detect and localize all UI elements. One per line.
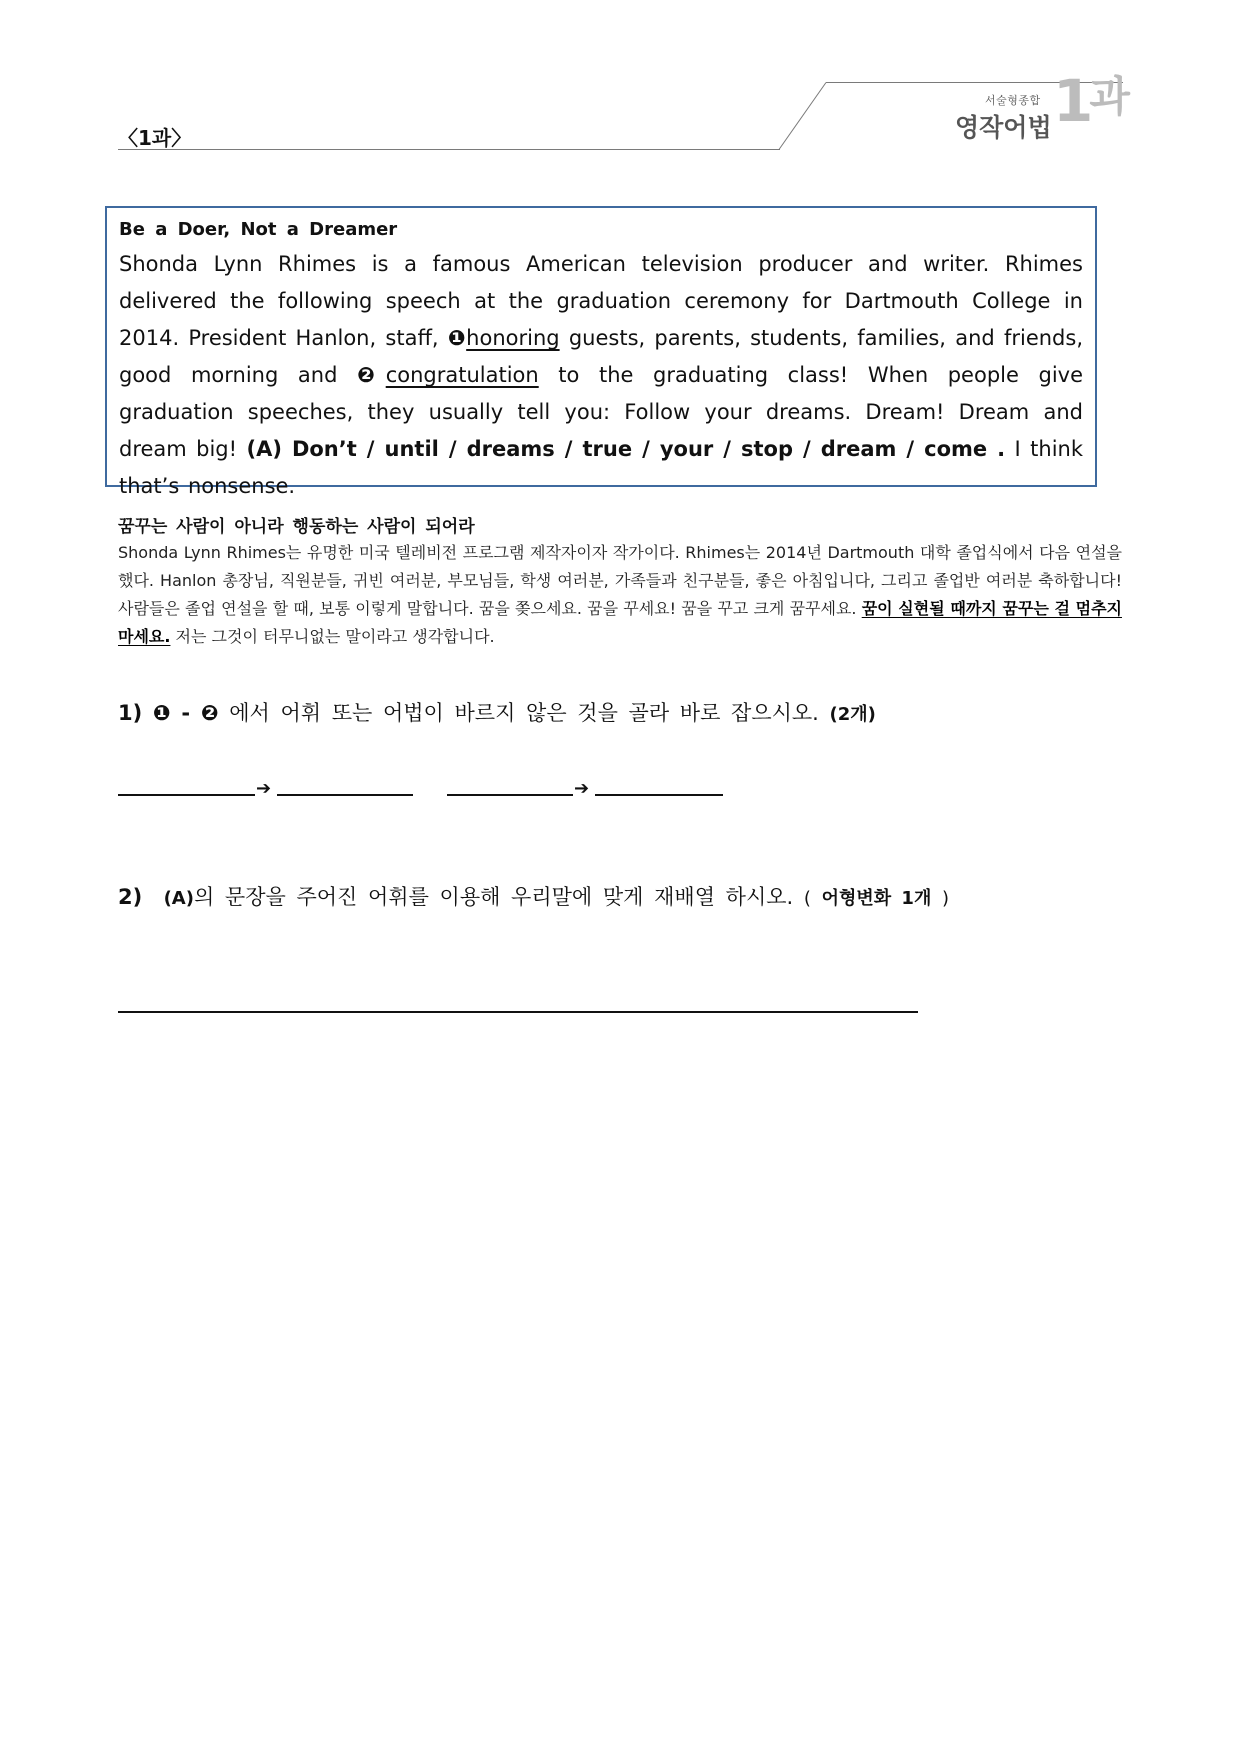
passage-text: guests, parents, students, families, and friends, good morning and xyxy=(119,326,1083,387)
question-1 xyxy=(118,697,876,727)
answer-blank-1-correct[interactable] xyxy=(277,794,413,796)
target-word-2: congratulation xyxy=(385,363,539,387)
brand-lesson-suffix: 과 xyxy=(1089,72,1130,121)
sentence-ref: (A) xyxy=(163,888,194,909)
marker-1-icon: ❶ xyxy=(447,326,467,350)
header-divider-lower xyxy=(118,149,780,150)
translation-highlight: 꿈이 실현될 때까지 꿈꾸는 걸 멈추지 마세요. xyxy=(118,599,1122,646)
translation-text: 저는 그것이 터무니없는 말이라고 생각합니다. xyxy=(170,627,495,646)
lesson-label: 〈1과〉 xyxy=(118,126,192,150)
arrow-right-icon: ➔ xyxy=(574,778,590,799)
brand-lesson-number xyxy=(1053,67,1130,135)
translation-text: Shonda Lynn Rhimes는 유명한 미국 텔레비전 프로그램 제작자이자 작가이다. Rhimes는 2014년 Dartmouth 대학 졸업식에서 다음 연설을 했다. Hanlon 총장님, 직원분들, 귀빈 여러분, 부모님들, 학생 여러분, 가족들과 친구분들, 좋은 아침입니다, 그리고 졸업반 여러분 축하합니다! 사람들은 졸업 연설을 할 때, 보통 이렇게 말합니다. 꿈을 쫒으세요. 꿈을 꾸세요! 꿈을 꾸고 크게 꿈꾸세요. xyxy=(118,543,1122,618)
brand-number: 1 xyxy=(1053,67,1090,135)
target-word-1: honoring xyxy=(466,326,560,350)
passage-body xyxy=(119,246,1083,505)
answer-blank-2-correct[interactable] xyxy=(595,794,723,796)
answer-blank-1-wrong[interactable] xyxy=(118,794,255,796)
hint-close: ) xyxy=(942,888,950,909)
passage-text: Shonda Lynn Rhimes is a famous American television producer and writer. Rhimes delivered the following speech at the graduation ceremony for Dartmouth College in 2014. President Hanlon, staff, xyxy=(119,252,1083,350)
marker-1-icon: ❶ xyxy=(152,701,171,725)
hint-open: ( xyxy=(803,888,811,909)
brand-title: 영작어법 xyxy=(955,113,1052,142)
answer-blank-2-wrong[interactable] xyxy=(447,794,573,796)
arrow-right-icon: ➔ xyxy=(256,778,272,799)
passage-text: I think that’s nonsense. xyxy=(119,437,1083,498)
brand-subtitle: 서술형종합 xyxy=(985,94,1041,107)
question-points: (2개) xyxy=(829,704,876,725)
marker-2-icon: ❷ xyxy=(200,701,219,725)
passage-box xyxy=(105,206,1097,498)
question-2 xyxy=(118,881,949,911)
scrambled-sentence-a: (A) Don’t / until / dreams / true / your / stop / dream / come . xyxy=(246,437,1006,461)
range-dash: - xyxy=(181,701,191,725)
passage-text: to the graduating class! When people give graduation speeches, they usually tell you: Follow your dreams. Dream! Dream and dream big! xyxy=(119,363,1084,461)
answer-blank-long[interactable] xyxy=(118,1011,918,1013)
marker-2-icon: ❷ xyxy=(357,363,386,387)
question-text: 에서 어휘 또는 어법이 바르지 않은 것을 골라 바로 잡으시오. xyxy=(218,701,819,725)
passage-title: Be a Doer, Not a Dreamer xyxy=(119,219,398,240)
question-hint: 어형변화 1개 xyxy=(821,888,932,909)
translation-body xyxy=(118,539,1122,651)
question-number: 2) xyxy=(118,885,143,909)
question-text: 의 문장을 주어진 어휘를 이용해 우리말에 맞게 재배열 하시오. xyxy=(193,885,794,909)
translation-title: 꿈꾸는 사람이 아니라 행동하는 사람이 되어라 xyxy=(118,517,475,537)
question-number: 1) xyxy=(118,701,143,725)
